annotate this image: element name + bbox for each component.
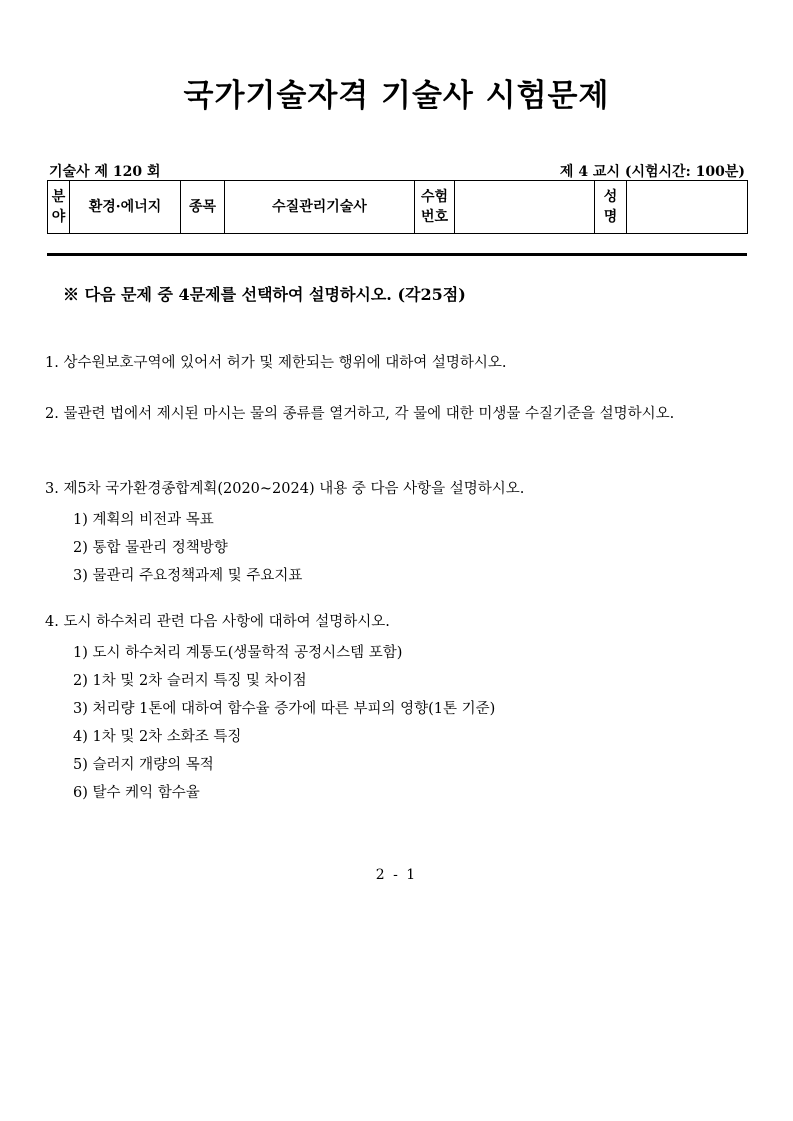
- question-2: [45, 397, 750, 431]
- category-value: 수질관리기술사: [225, 181, 415, 234]
- instruction: ※ 다음 문제 중 4문제를 선택하여 설명하시오. (각25점): [63, 285, 466, 304]
- name-field[interactable]: [627, 181, 748, 234]
- question-text: 2. 물관련 법에서 제시된 마시는 물의 종류를 열거하고, 각 물에 대한 미생물 수질기준을 설명하시오.: [45, 406, 675, 422]
- sub-item: 1) 도시 하수처리 계통도(생물학적 공정시스템 포함): [73, 645, 403, 661]
- name-label: 성 명: [595, 181, 627, 234]
- question-1: [45, 346, 750, 380]
- sub-item: 6) 탈수 케익 함수율: [73, 785, 200, 801]
- exam-info-table: [47, 180, 748, 234]
- category-label: 종목: [181, 181, 225, 234]
- sub-item: 2) 통합 물관리 정책방향: [73, 540, 228, 556]
- question-3: [45, 472, 750, 590]
- question-text: 4. 도시 하수처리 관련 다음 사항에 대하여 설명하시오.: [45, 614, 390, 630]
- field-value: 환경·에너지: [70, 181, 181, 234]
- sub-item: 3) 처리량 1톤에 대하여 함수율 증가에 따른 부피의 영향(1톤 기준): [73, 701, 496, 717]
- exam-session: 제 4 교시 (시험시간: 100분): [559, 164, 745, 180]
- page-number: 2 - 1: [375, 867, 418, 883]
- exam-number-field[interactable]: [455, 181, 595, 234]
- sub-item: 5) 슬러지 개량의 목적: [73, 757, 214, 773]
- page-title: 국가기술자격 기술사 시험문제: [183, 78, 610, 114]
- divider: [47, 253, 747, 256]
- exam-number-label: 수험 번호: [415, 181, 455, 234]
- field-label: 분 야: [48, 181, 70, 234]
- question-4: [45, 605, 750, 807]
- sub-item: 2) 1차 및 2차 슬러지 특징 및 차이점: [73, 673, 307, 689]
- question-text: 3. 제5차 국가환경종합계획(2020~2024) 내용 중 다음 사항을 설명하시오.: [45, 481, 525, 497]
- exam-subheader: [49, 161, 747, 181]
- sub-item: 4) 1차 및 2차 소화조 특징: [73, 729, 242, 745]
- sub-item: 1) 계획의 비전과 목표: [73, 512, 214, 528]
- sub-item: 3) 물관리 주요정책과제 및 주요지표: [73, 568, 303, 584]
- exam-round: 기술사 제 120 회: [49, 164, 161, 180]
- question-text: 1. 상수원보호구역에 있어서 허가 및 제한되는 행위에 대하여 설명하시오.: [45, 355, 507, 371]
